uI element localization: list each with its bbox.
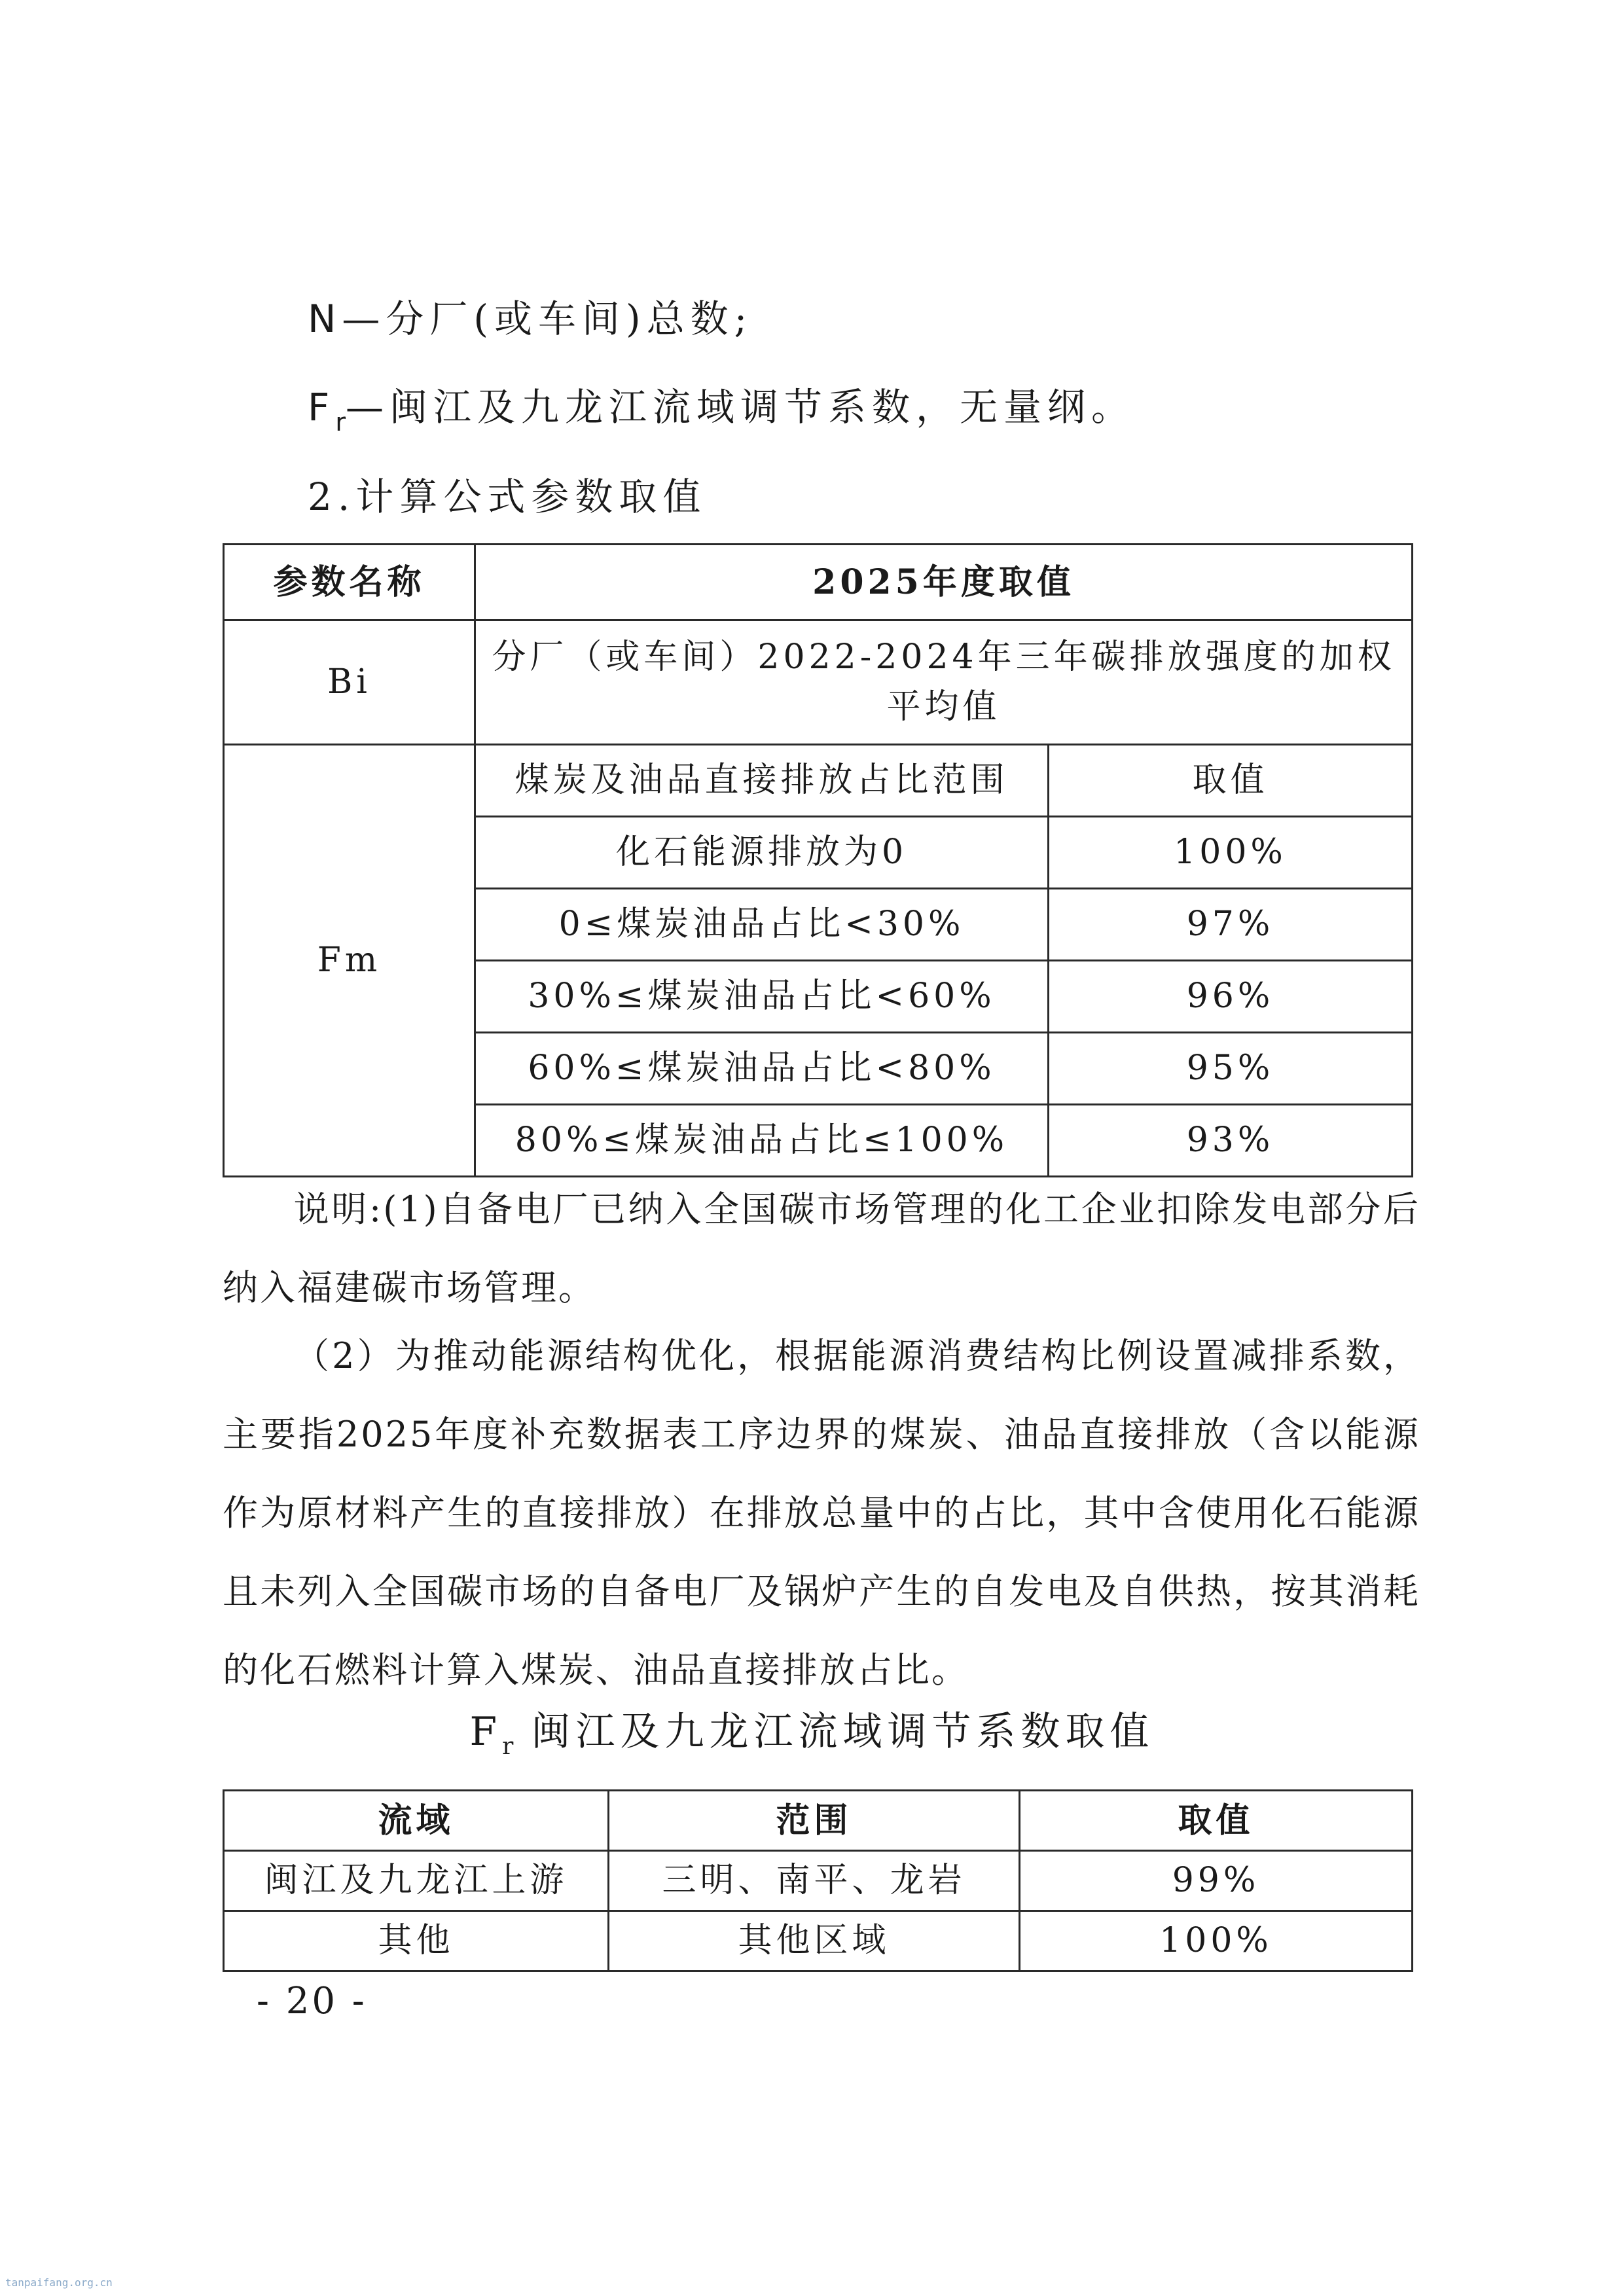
param-fm-name: Fm (224, 745, 475, 1177)
fm-subheader-value: 取值 (1049, 745, 1413, 817)
header-param-name: 参数名称 (224, 545, 475, 620)
fr-table-caption (0, 1700, 1624, 1760)
definition-subscript: r (335, 408, 346, 437)
note-1-text: 说明:(1)自备电厂已纳入全国碳市场管理的化工企业扣除发电部分后纳入福建碳市场管理。 (223, 1189, 1420, 1308)
fr-header-value: 取值 (1020, 1791, 1413, 1851)
definition-symbol: N (308, 296, 342, 341)
fm-row-value: 95% (1049, 1033, 1413, 1105)
fr-cell-value: 99% (1020, 1851, 1413, 1911)
fm-row-value: 96% (1049, 961, 1413, 1033)
fm-row-value: 100% (1049, 817, 1413, 889)
fr-cell-range: 三明、南平、龙岩 (609, 1851, 1020, 1911)
fr-cell-range: 其他区域 (609, 1911, 1020, 1971)
fr-header-basin: 流域 (224, 1791, 609, 1851)
definition-n (308, 288, 753, 343)
param-bi-value: 分厂（或车间）2022-2024年三年碳排放强度的加权平均值 (475, 620, 1413, 745)
fm-row-value: 93% (1049, 1105, 1413, 1177)
param-bi-name: Bi (224, 620, 475, 745)
definition-fr (308, 376, 1136, 437)
fr-cell-basin: 其他 (224, 1911, 609, 1971)
note-2-text: （2）为推动能源结构优化，根据能源消费结构比例设置减排系数，主要指2025年度补充数据表工序边界的煤炭、油品直接排放（含以能源作为原材料产生的直接排放）在排放总量中的占比，其中含使用化石能源且未列入全国碳市场的自备电厂及锅炉产生的自发电及自供热，按其消耗的化石燃料计算入煤炭、油品直接排放占比。 (223, 1335, 1420, 1691)
fm-row-range: 30%≤煤炭油品占比<60% (475, 961, 1049, 1033)
fr-cell-basin: 闽江及九龙江上游 (224, 1851, 609, 1911)
table-row (224, 1911, 1413, 1971)
fm-row-value: 97% (1049, 889, 1413, 961)
fr-table (223, 1789, 1413, 1972)
page-number: - 20 - (257, 1980, 367, 2022)
fm-row-range: 60%≤煤炭油品占比<80% (475, 1033, 1049, 1105)
watermark: tanpaifang.org.cn (5, 2276, 113, 2289)
header-param-value: 2025年度取值 (475, 545, 1413, 620)
caption-text: 闽江及九龙江流域调节系数取值 (531, 1709, 1155, 1755)
fm-row-range: 0≤煤炭油品占比<30% (475, 889, 1049, 961)
definition-symbol: F (308, 385, 336, 429)
definition-text: —闽江及九龙江流域调节系数，无量纲。 (346, 385, 1136, 429)
caption-subscript: r (502, 1733, 514, 1760)
parameter-table (223, 543, 1413, 1177)
fm-row-range: 80%≤煤炭油品占比≤100% (475, 1105, 1049, 1177)
fm-subheader-range: 煤炭及油品直接排放占比范围 (475, 745, 1049, 817)
table-row (224, 1851, 1413, 1911)
caption-symbol: F (469, 1709, 503, 1755)
section-heading: 2.计算公式参数取值 (308, 475, 707, 519)
definition-text: —分厂(或车间)总数; (342, 296, 753, 341)
fm-row-range: 化石能源排放为0 (475, 817, 1049, 889)
note-1 (223, 1170, 1420, 1327)
fr-header-range: 范围 (609, 1791, 1020, 1851)
note-2 (223, 1317, 1420, 1710)
fr-cell-value: 100% (1020, 1911, 1413, 1971)
